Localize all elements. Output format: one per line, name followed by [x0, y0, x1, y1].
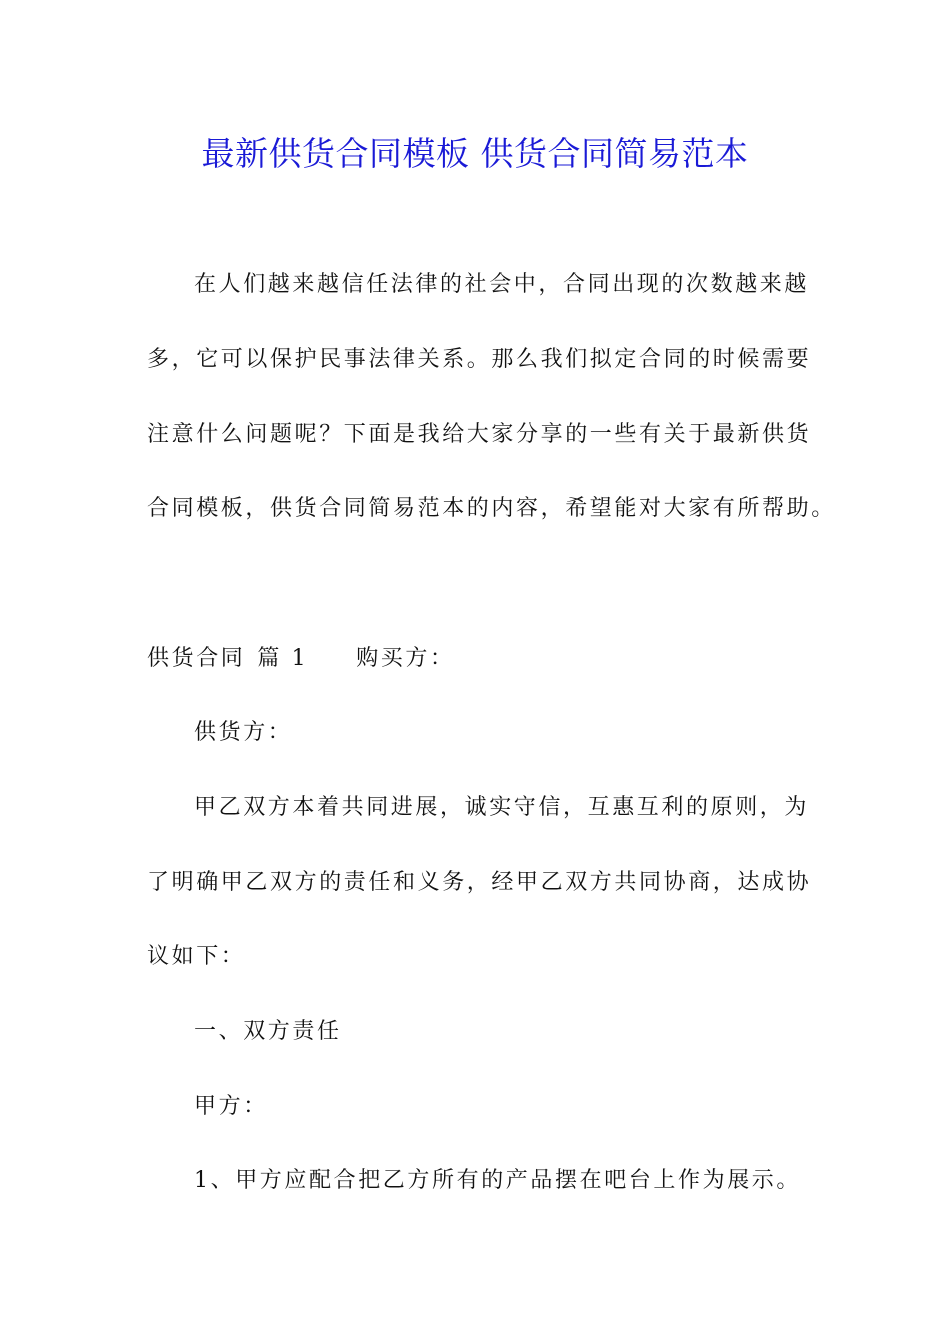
intro-line: 在人们越来越信任法律的社会中，合同出现的次数越来越: [194, 272, 810, 297]
clause-heading: 一、双方责任: [194, 1019, 342, 1044]
buyer-label: 购买方：: [356, 646, 455, 671]
supplier-label: 供货方：: [194, 720, 293, 745]
party-a-label: 甲方：: [194, 1094, 268, 1119]
principle-line: 了明确甲乙双方的责任和义务，经甲乙双方共同协商，达成协: [147, 870, 812, 895]
section-label: 供货合同: [147, 646, 246, 671]
principle-line: 甲乙双方本着共同进展，诚实守信，互惠互利的原则，为: [194, 795, 810, 820]
intro-line: 多，它可以保护民事法律关系。那么我们拟定合同的时候需要: [147, 347, 812, 372]
clause-item: 1、甲方应配合把乙方所有的产品摆在吧台上作为展示。: [194, 1168, 801, 1193]
document-title: 最新供货合同模板 供货合同简易范本: [201, 134, 749, 173]
intro-line: 合同模板，供货合同简易范本的内容，希望能对大家有所帮助。: [147, 496, 836, 521]
section-number: 篇 1: [257, 646, 309, 671]
intro-line: 注意什么问题呢？下面是我给大家分享的一些有关于最新供货: [147, 422, 812, 447]
section-heading: [147, 644, 455, 674]
principle-line: 议如下：: [147, 944, 246, 969]
